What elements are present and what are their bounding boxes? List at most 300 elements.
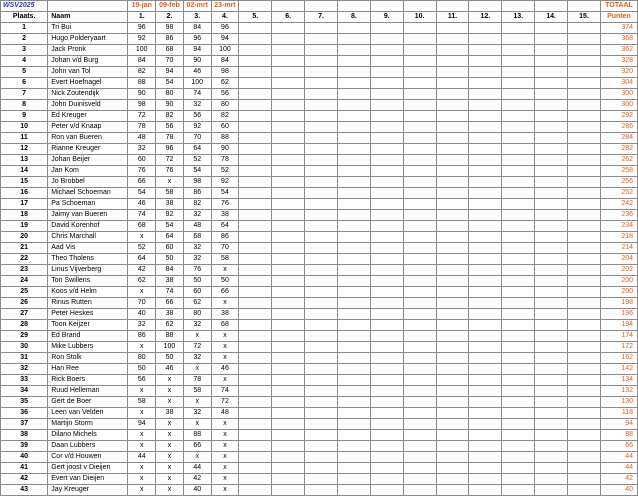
- score-cell: [568, 265, 601, 276]
- name-cell: Han Ree: [48, 364, 128, 375]
- score-cell: [436, 243, 469, 254]
- total-cell: 194: [600, 320, 637, 331]
- position-cell: 22: [1, 254, 48, 265]
- date-cell: [403, 1, 436, 12]
- score-cell: 100: [156, 342, 184, 353]
- score-cell: [436, 133, 469, 144]
- score-cell: [305, 34, 338, 45]
- position-cell: 20: [1, 232, 48, 243]
- score-cell: x: [183, 397, 211, 408]
- score-cell: [568, 320, 601, 331]
- total-cell: 42: [600, 474, 637, 485]
- date-cell: 19-jan: [128, 1, 156, 12]
- table-row: [1, 166, 638, 177]
- score-cell: [337, 210, 370, 221]
- score-cell: [305, 386, 338, 397]
- score-cell: [403, 210, 436, 221]
- score-cell: [305, 298, 338, 309]
- score-cell: 32: [128, 320, 156, 331]
- score-cell: [502, 155, 535, 166]
- score-cell: [239, 408, 272, 419]
- score-cell: [337, 188, 370, 199]
- table-row: [1, 210, 638, 221]
- score-cell: 56: [128, 375, 156, 386]
- score-cell: [568, 375, 601, 386]
- score-cell: 74: [156, 287, 184, 298]
- score-cell: [535, 100, 568, 111]
- score-cell: x: [128, 441, 156, 452]
- score-cell: [535, 419, 568, 430]
- score-cell: [370, 474, 403, 485]
- score-cell: [436, 298, 469, 309]
- name-cell: Ron Stolk: [48, 353, 128, 364]
- score-cell: 54: [211, 188, 239, 199]
- score-cell: [403, 122, 436, 133]
- score-cell: [502, 254, 535, 265]
- score-cell: [535, 155, 568, 166]
- score-cell: [469, 320, 502, 331]
- score-cell: [436, 441, 469, 452]
- score-cell: [535, 133, 568, 144]
- score-cell: [535, 452, 568, 463]
- table-row: [1, 408, 638, 419]
- name-cell: Rianne Kreuger: [48, 144, 128, 155]
- score-cell: [535, 276, 568, 287]
- score-cell: 76: [183, 265, 211, 276]
- score-cell: [305, 155, 338, 166]
- score-cell: x: [156, 397, 184, 408]
- name-cell: Aad Vis: [48, 243, 128, 254]
- score-cell: 64: [128, 254, 156, 265]
- round-header: 3.: [183, 12, 211, 23]
- score-cell: [469, 276, 502, 287]
- score-cell: [403, 45, 436, 56]
- score-cell: [469, 199, 502, 210]
- score-cell: 56: [183, 111, 211, 122]
- score-cell: [502, 463, 535, 474]
- date-cell: [272, 1, 305, 12]
- name-cell: Leen van Velden: [48, 408, 128, 419]
- score-cell: [337, 265, 370, 276]
- score-cell: [469, 221, 502, 232]
- score-cell: [568, 122, 601, 133]
- name-cell: Toon Keijzer: [48, 320, 128, 331]
- name-header: Naam: [48, 12, 128, 23]
- score-cell: [337, 199, 370, 210]
- score-cell: [436, 342, 469, 353]
- round-header: 15.: [568, 12, 601, 23]
- score-cell: [239, 309, 272, 320]
- score-cell: [535, 221, 568, 232]
- score-cell: [535, 45, 568, 56]
- score-cell: x: [211, 452, 239, 463]
- score-cell: [436, 320, 469, 331]
- score-cell: [272, 34, 305, 45]
- score-cell: [436, 232, 469, 243]
- score-cell: x: [128, 342, 156, 353]
- score-cell: [272, 100, 305, 111]
- score-cell: 68: [156, 45, 184, 56]
- name-cell: Ron van Bueren: [48, 133, 128, 144]
- score-cell: [305, 111, 338, 122]
- score-cell: [469, 342, 502, 353]
- score-cell: [469, 452, 502, 463]
- score-cell: 70: [211, 243, 239, 254]
- name-cell: Rick Boers: [48, 375, 128, 386]
- score-cell: [502, 265, 535, 276]
- score-cell: 90: [128, 89, 156, 100]
- position-cell: 18: [1, 210, 48, 221]
- score-cell: [272, 45, 305, 56]
- score-cell: [370, 210, 403, 221]
- score-cell: [568, 254, 601, 265]
- score-cell: 96: [211, 23, 239, 34]
- score-cell: 76: [156, 166, 184, 177]
- score-cell: 54: [156, 221, 184, 232]
- score-cell: [403, 23, 436, 34]
- score-cell: [272, 166, 305, 177]
- score-cell: [305, 78, 338, 89]
- table-row: [1, 89, 638, 100]
- score-cell: [403, 474, 436, 485]
- score-cell: [337, 67, 370, 78]
- name-cell: Cor v/d Houwen: [48, 452, 128, 463]
- header-row-dates: [1, 1, 638, 12]
- score-cell: 72: [128, 111, 156, 122]
- score-cell: [337, 78, 370, 89]
- score-cell: [337, 364, 370, 375]
- score-cell: [535, 287, 568, 298]
- position-cell: 41: [1, 463, 48, 474]
- score-cell: 48: [183, 221, 211, 232]
- score-cell: [272, 386, 305, 397]
- total-cell: 252: [600, 188, 637, 199]
- table-row: [1, 320, 638, 331]
- score-cell: [568, 199, 601, 210]
- score-cell: [403, 441, 436, 452]
- score-cell: [535, 199, 568, 210]
- score-cell: 78: [211, 155, 239, 166]
- score-cell: [337, 430, 370, 441]
- score-cell: [502, 78, 535, 89]
- score-cell: [403, 100, 436, 111]
- score-cell: 52: [128, 243, 156, 254]
- score-cell: [337, 100, 370, 111]
- score-cell: [305, 133, 338, 144]
- score-cell: 100: [128, 45, 156, 56]
- score-cell: [337, 474, 370, 485]
- score-cell: [403, 56, 436, 67]
- score-cell: [370, 287, 403, 298]
- name-cell: John Duinisveld: [48, 100, 128, 111]
- score-cell: [502, 243, 535, 254]
- score-cell: 94: [156, 67, 184, 78]
- score-cell: [469, 375, 502, 386]
- score-cell: [370, 408, 403, 419]
- round-header: 13.: [502, 12, 535, 23]
- score-cell: [436, 408, 469, 419]
- score-cell: [370, 441, 403, 452]
- score-cell: [469, 100, 502, 111]
- score-cell: [370, 111, 403, 122]
- position-header: Plaats.: [1, 12, 48, 23]
- position-cell: 8: [1, 100, 48, 111]
- score-cell: x: [156, 386, 184, 397]
- score-cell: 100: [211, 45, 239, 56]
- date-cell: [469, 1, 502, 12]
- score-cell: [502, 144, 535, 155]
- score-cell: 44: [183, 463, 211, 474]
- score-cell: [239, 364, 272, 375]
- score-cell: 54: [183, 166, 211, 177]
- score-cell: x: [183, 419, 211, 430]
- score-cell: [436, 309, 469, 320]
- score-cell: [403, 419, 436, 430]
- score-cell: [305, 188, 338, 199]
- position-cell: 19: [1, 221, 48, 232]
- score-cell: [239, 298, 272, 309]
- score-cell: [305, 419, 338, 430]
- score-cell: x: [128, 474, 156, 485]
- score-cell: [272, 210, 305, 221]
- position-cell: 24: [1, 276, 48, 287]
- score-cell: [239, 56, 272, 67]
- score-cell: [535, 353, 568, 364]
- score-cell: [535, 254, 568, 265]
- score-cell: x: [156, 419, 184, 430]
- position-cell: 5: [1, 67, 48, 78]
- score-cell: [403, 155, 436, 166]
- score-cell: [239, 78, 272, 89]
- score-cell: [370, 298, 403, 309]
- score-cell: 68: [183, 232, 211, 243]
- score-cell: [436, 199, 469, 210]
- round-header: 10.: [403, 12, 436, 23]
- position-cell: 2: [1, 34, 48, 45]
- score-cell: [502, 287, 535, 298]
- score-cell: [469, 122, 502, 133]
- score-cell: [568, 100, 601, 111]
- round-header: 14.: [535, 12, 568, 23]
- score-cell: [469, 34, 502, 45]
- score-cell: 56: [211, 89, 239, 100]
- score-cell: [337, 463, 370, 474]
- score-cell: 58: [156, 188, 184, 199]
- score-cell: [370, 364, 403, 375]
- score-cell: [568, 419, 601, 430]
- score-cell: [535, 232, 568, 243]
- score-cell: [272, 177, 305, 188]
- score-cell: 46: [156, 364, 184, 375]
- score-cell: [272, 276, 305, 287]
- score-cell: 58: [183, 386, 211, 397]
- table-row: [1, 265, 638, 276]
- score-cell: [568, 177, 601, 188]
- score-cell: [370, 320, 403, 331]
- score-cell: 44: [128, 452, 156, 463]
- name-cell: Jaimy van Bueren: [48, 210, 128, 221]
- score-cell: 92: [211, 177, 239, 188]
- score-cell: 96: [183, 34, 211, 45]
- score-cell: [403, 133, 436, 144]
- score-cell: [502, 34, 535, 45]
- score-cell: [272, 188, 305, 199]
- position-cell: 34: [1, 386, 48, 397]
- score-cell: [272, 155, 305, 166]
- score-cell: [337, 353, 370, 364]
- total-cell: 236: [600, 210, 637, 221]
- score-cell: x: [211, 375, 239, 386]
- score-cell: [272, 375, 305, 386]
- position-cell: 21: [1, 243, 48, 254]
- score-cell: x: [156, 452, 184, 463]
- score-cell: [502, 408, 535, 419]
- score-cell: [469, 188, 502, 199]
- total-cell: 118: [600, 408, 637, 419]
- score-cell: [370, 155, 403, 166]
- position-cell: 4: [1, 56, 48, 67]
- score-cell: [305, 100, 338, 111]
- score-cell: [403, 353, 436, 364]
- table-row: [1, 122, 638, 133]
- score-cell: [305, 89, 338, 100]
- total-cell: 132: [600, 386, 637, 397]
- score-cell: 60: [156, 243, 184, 254]
- score-cell: [535, 298, 568, 309]
- score-cell: [337, 254, 370, 265]
- score-cell: x: [156, 375, 184, 386]
- score-cell: 62: [156, 320, 184, 331]
- score-cell: [370, 375, 403, 386]
- score-cell: 94: [128, 419, 156, 430]
- score-cell: 38: [211, 309, 239, 320]
- score-cell: [370, 166, 403, 177]
- score-cell: 90: [156, 100, 184, 111]
- table-row: [1, 78, 638, 89]
- score-cell: [403, 309, 436, 320]
- score-cell: [239, 397, 272, 408]
- score-cell: [272, 408, 305, 419]
- name-cell: Pa Schoeman: [48, 199, 128, 210]
- score-cell: [272, 353, 305, 364]
- score-cell: [568, 364, 601, 375]
- score-cell: [239, 232, 272, 243]
- round-header: 11.: [436, 12, 469, 23]
- table-row: [1, 100, 638, 111]
- score-cell: [239, 353, 272, 364]
- name-cell: Peter Heskes: [48, 309, 128, 320]
- score-cell: [502, 199, 535, 210]
- score-cell: [502, 364, 535, 375]
- score-cell: [305, 23, 338, 34]
- score-cell: [436, 100, 469, 111]
- table-row: [1, 452, 638, 463]
- score-cell: [272, 287, 305, 298]
- position-cell: 27: [1, 309, 48, 320]
- score-cell: [337, 122, 370, 133]
- score-cell: [239, 463, 272, 474]
- score-cell: 42: [183, 474, 211, 485]
- name-cell: Gert de Boer: [48, 397, 128, 408]
- score-cell: [535, 430, 568, 441]
- season-title: WSV2025: [1, 1, 48, 12]
- table-row: [1, 419, 638, 430]
- score-cell: [568, 133, 601, 144]
- score-cell: [568, 221, 601, 232]
- score-cell: x: [128, 408, 156, 419]
- score-cell: x: [156, 485, 184, 496]
- score-cell: [305, 45, 338, 56]
- score-cell: [403, 331, 436, 342]
- score-cell: [305, 166, 338, 177]
- name-cell: Michael Schoeman: [48, 188, 128, 199]
- name-cell: Theo Tholens: [48, 254, 128, 265]
- table-row: [1, 221, 638, 232]
- score-cell: [436, 155, 469, 166]
- total-cell: 200: [600, 287, 637, 298]
- table-row: [1, 375, 638, 386]
- score-cell: 76: [128, 166, 156, 177]
- score-cell: 76: [211, 199, 239, 210]
- score-cell: x: [128, 386, 156, 397]
- position-cell: 37: [1, 419, 48, 430]
- score-cell: x: [128, 430, 156, 441]
- score-cell: [568, 397, 601, 408]
- score-cell: 46: [211, 364, 239, 375]
- score-cell: 100: [183, 78, 211, 89]
- score-cell: [535, 177, 568, 188]
- score-cell: [272, 342, 305, 353]
- position-cell: 3: [1, 45, 48, 56]
- score-cell: [535, 188, 568, 199]
- score-cell: [436, 144, 469, 155]
- score-cell: 70: [183, 133, 211, 144]
- score-cell: 66: [156, 298, 184, 309]
- score-cell: [272, 419, 305, 430]
- score-cell: [535, 408, 568, 419]
- total-cell: 202: [600, 265, 637, 276]
- score-cell: [239, 419, 272, 430]
- score-cell: [337, 452, 370, 463]
- score-cell: [469, 133, 502, 144]
- score-cell: [370, 419, 403, 430]
- score-cell: 48: [128, 133, 156, 144]
- table-row: [1, 56, 638, 67]
- score-cell: [403, 177, 436, 188]
- score-cell: [337, 419, 370, 430]
- score-cell: 94: [183, 45, 211, 56]
- score-cell: [403, 463, 436, 474]
- score-cell: [403, 430, 436, 441]
- score-cell: 32: [183, 210, 211, 221]
- score-cell: 64: [211, 221, 239, 232]
- header-row-columns: [1, 12, 638, 23]
- position-cell: 43: [1, 485, 48, 496]
- score-cell: [370, 254, 403, 265]
- score-cell: [337, 408, 370, 419]
- name-cell: Hugo Polderyaart: [48, 34, 128, 45]
- score-cell: [305, 320, 338, 331]
- name-cell: Peter v/d Knaap: [48, 122, 128, 133]
- score-cell: [403, 166, 436, 177]
- table-row: [1, 232, 638, 243]
- score-cell: [305, 309, 338, 320]
- score-cell: [337, 375, 370, 386]
- score-cell: [568, 408, 601, 419]
- total-cell: 174: [600, 331, 637, 342]
- score-cell: 98: [211, 67, 239, 78]
- score-cell: [469, 265, 502, 276]
